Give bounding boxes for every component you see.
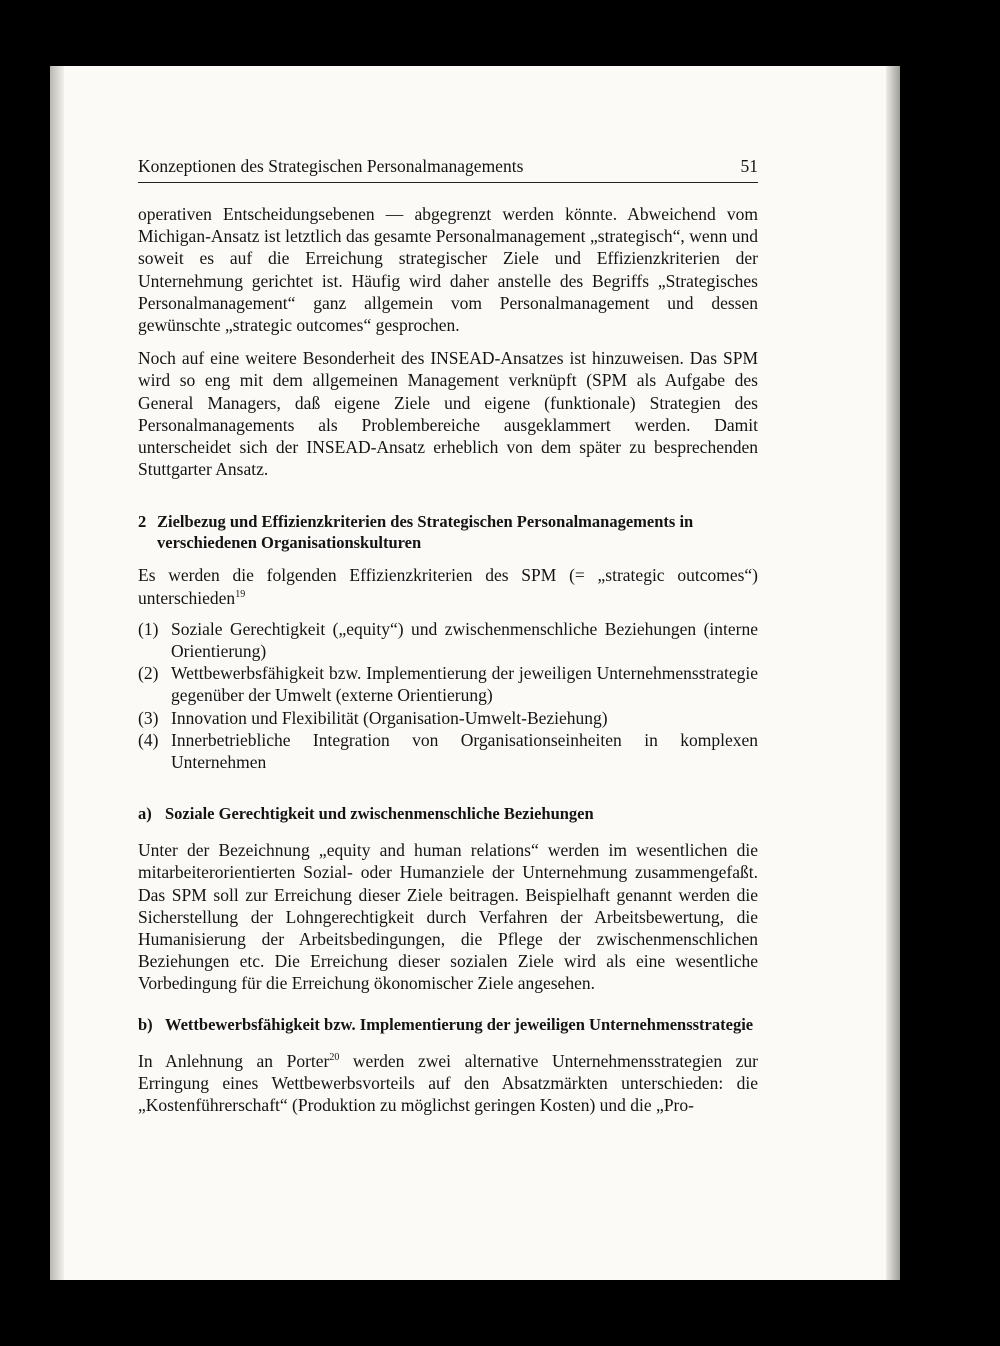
subsection-b-heading xyxy=(138,1014,758,1035)
subsection-b-text-start: In Anlehnung an Porter xyxy=(138,1050,330,1071)
list-item xyxy=(138,662,758,706)
section-number: 2 xyxy=(138,512,147,532)
list-item xyxy=(138,729,758,773)
criteria-list xyxy=(138,618,758,773)
footnote-ref-19: 19 xyxy=(235,588,246,600)
paragraph-1: operativen Entscheidungsebenen — abgegrenzt werden könnte. Abweichend vom Michigan-Ansatz ist letztlich das gesamte Personalmanagement „strategisch“, wenn und soweit es auf die Erreichung strategischer Ziele und Effizienzkriterien der Unternehmung gerichtet ist. Häufig wird daher anstelle des Begriffs „Strategisches Personalmanagement“ ganz allgemein vom Personalmanagement und dessen gewünschte „strategic outcomes“ gesprochen. xyxy=(138,204,758,336)
subsection-b-text xyxy=(138,1050,758,1117)
page-edge xyxy=(886,66,900,1280)
subsection-b-text-rest: werden zwei alternative Unternehmensstrategien zur Erringung eines Wettbewerbsvorteils auf den Absatzmärkten unterschieden: die „Kostenführerschaft“ (Produktion zu möglichst geringen Kosten) und die „Pro- xyxy=(138,1050,758,1116)
section-intro xyxy=(138,564,758,608)
subsection-b-title: Wettbewerbsfähigkeit bzw. Implementierung der jeweiligen Unternehmensstrategie xyxy=(165,1014,754,1034)
section-title: Zielbezug und Effizienzkriterien des Strategischen Personalmanagements in verschiedenen Organisationskulturen xyxy=(157,512,694,553)
list-item-number: (3) xyxy=(138,707,159,728)
section-heading xyxy=(138,511,758,553)
page-spine xyxy=(50,66,64,1280)
subsection-b-label: b) xyxy=(138,1014,153,1034)
paragraph-2: Noch auf eine weitere Besonderheit des INSEAD-Ansatzes ist hinzuweisen. Das SPM wird so eng mit dem allgemeinen Management verknüpft (SPM als Aufgabe des General Managers, daß eigene Ziele und eigene (funktionale) Strategien des Personalmanagements als Problembereiche ausgeklammert werden. Damit unterscheidet sich der INSEAD-Ansatz erheblich von dem später zu besprechenden Stuttgarter Ansatz. xyxy=(138,348,758,480)
running-head xyxy=(138,156,758,183)
list-item xyxy=(138,707,758,729)
list-item-text: Wettbewerbsfähigkeit bzw. Implementierung der jeweiligen Unternehmensstrategie gegenüber der Umwelt (externe Orientierung) xyxy=(171,663,758,706)
list-item-number: (4) xyxy=(138,729,159,750)
running-head-title: Konzeptionen des Strategischen Personalmanagements xyxy=(138,156,524,176)
subsection-a-heading xyxy=(138,803,758,824)
book-page xyxy=(50,66,900,1280)
footnote-ref-20: 20 xyxy=(329,1051,340,1063)
list-item-text: Innerbetriebliche Integration von Organisationseinheiten in komplexen Unternehmen xyxy=(171,729,758,773)
list-item-number: (2) xyxy=(138,663,159,684)
page-number: 51 xyxy=(740,156,758,176)
list-item-text: Soziale Gerechtigkeit („equity“) und zwischenmenschliche Beziehungen (interne Orientierung) xyxy=(171,618,758,662)
subsection-a-label: a) xyxy=(138,804,152,824)
subsection-a-title: Soziale Gerechtigkeit und zwischenmenschliche Beziehungen xyxy=(165,804,594,824)
section-intro-text: Es werden die folgenden Effizienzkriterien des SPM (= „strategic outcomes“) unterschieden xyxy=(138,565,758,608)
list-item-number: (1) xyxy=(138,618,159,639)
list-item xyxy=(138,618,758,662)
page-content xyxy=(138,156,758,1116)
list-item-text: Innovation und Flexibilität (Organisation-Umwelt-Beziehung) xyxy=(171,707,608,728)
subsection-a-text: Unter der Bezeichnung „equity and human relations“ werden im wesentlichen die mitarbeiterorientierten Sozial- oder Humanziele der Unternehmung zusammengefaßt. Das SPM soll zur Erreichung dieser Ziele beitragen. Beispielhaft genannt werden die Sicherstellung der Lohngerechtigkeit durch Verfahren der Arbeitsbewertung, die Humanisierung der Arbeitsbedingungen, die Pflege der zwischenmenschlichen Beziehungen etc. Die Erreichung dieser sozialen Ziele wird als eine wesentliche Vorbedingung für die Erreichung ökonomischer Ziele angesehen. xyxy=(138,840,758,994)
